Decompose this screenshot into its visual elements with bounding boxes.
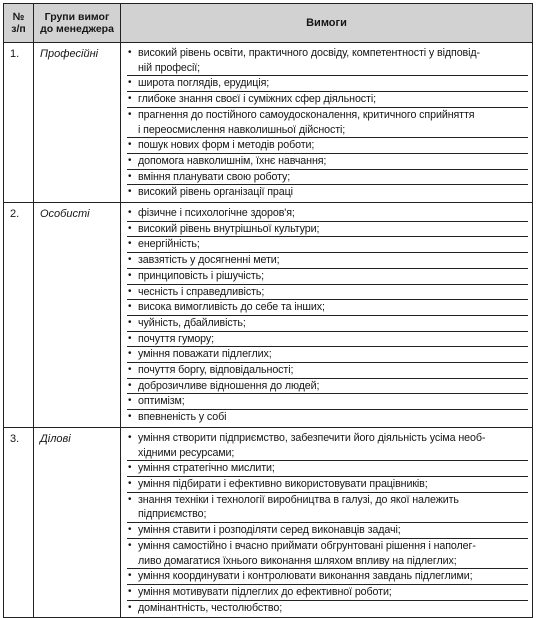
list-item xyxy=(127,600,528,616)
table-header-row xyxy=(4,4,533,43)
row-requirements xyxy=(121,43,533,203)
requirement-text-line: уміння самостійно і вчасно приймати обгрунтовані рішення і наполег- xyxy=(138,539,476,552)
bullet-icon: • xyxy=(128,47,132,58)
list-item xyxy=(127,362,528,378)
list-item xyxy=(127,107,528,137)
header-requirements: Вимоги xyxy=(121,4,533,43)
bullet-icon: • xyxy=(128,285,132,297)
bullet-icon: • xyxy=(128,477,132,489)
list-item xyxy=(127,538,528,568)
bullet-icon: • xyxy=(128,524,132,536)
header-groups-line2: до менеджера xyxy=(40,23,114,35)
requirement-text-line: знання техніки і технології виробництва в галузі, до якої належить xyxy=(138,493,459,506)
bullet-icon: • xyxy=(128,207,132,219)
list-item xyxy=(127,184,528,200)
requirement-text-line: високий рівень внутрішньої культури; xyxy=(138,222,320,235)
bullet-icon: • xyxy=(128,186,132,198)
requirement-text-line: принциповість і рішучість; xyxy=(138,269,264,282)
requirement-text-line: чуйність, дбайливість; xyxy=(138,316,246,329)
requirement-text-line: завзятість у досягненні мети; xyxy=(138,254,280,267)
list-item xyxy=(127,378,528,394)
requirement-text-line: глибоке знання своєї і суміжних сфер діяльності; xyxy=(138,93,376,106)
requirement-text-line: широта поглядів, ерудиція; xyxy=(138,77,270,90)
list-item xyxy=(127,206,528,221)
list-item xyxy=(127,169,528,185)
bullet-icon: • xyxy=(128,570,132,582)
bullet-icon: • xyxy=(128,301,132,313)
bullet-icon: • xyxy=(128,348,132,360)
list-item xyxy=(127,460,528,476)
bullet-icon: • xyxy=(128,77,132,89)
row-number: 1. xyxy=(4,43,34,203)
bullet-icon: • xyxy=(128,539,132,551)
requirement-text-line: ній професії; xyxy=(138,61,200,74)
list-item xyxy=(127,431,528,460)
bullet-icon: • xyxy=(128,316,132,328)
requirement-text-line: хідними ресурсами; xyxy=(138,446,235,459)
list-item xyxy=(127,315,528,331)
list-item xyxy=(127,522,528,538)
bullet-icon: • xyxy=(128,493,132,505)
requirement-text-line: і переосмислення навколишньої дійсності; xyxy=(138,123,346,136)
list-item xyxy=(127,153,528,169)
list-item xyxy=(127,137,528,153)
table-row xyxy=(4,43,533,203)
table-row xyxy=(4,427,533,617)
row-requirements xyxy=(121,427,533,617)
list-item xyxy=(127,91,528,107)
list-item xyxy=(127,221,528,237)
requirement-text-line: енергійність; xyxy=(138,238,200,251)
list-item xyxy=(127,331,528,347)
row-group: Ділові xyxy=(34,427,121,617)
bullet-icon: • xyxy=(128,364,132,376)
requirement-text-line: уміння створити підприємство, забезпечити його діяльність усіма необ- xyxy=(138,431,486,444)
requirement-list xyxy=(127,46,528,200)
header-number-symbol: № xyxy=(12,11,25,23)
table-body xyxy=(4,43,533,618)
bullet-icon: • xyxy=(128,154,132,166)
bullet-icon: • xyxy=(128,222,132,234)
requirement-text-line: уміння поважати підлеглих; xyxy=(138,348,272,361)
bullet-icon: • xyxy=(128,238,132,250)
list-item xyxy=(127,268,528,284)
bullet-icon: • xyxy=(128,431,132,443)
row-number: 3. xyxy=(4,427,34,617)
bullet-icon: • xyxy=(128,395,132,407)
list-item xyxy=(127,299,528,315)
bullet-icon: • xyxy=(128,254,132,266)
requirement-text-line: доброзичливе відношення до людей; xyxy=(138,379,320,392)
header-number-abbrev: з/п xyxy=(11,23,26,35)
requirement-text-line: почуття боргу, відповідальності; xyxy=(138,364,294,377)
bullet-icon: • xyxy=(128,332,132,344)
bullet-icon: • xyxy=(128,108,132,120)
requirement-text-line: впевненість у собі xyxy=(138,411,227,424)
list-item xyxy=(127,46,528,75)
bullet-icon: • xyxy=(128,269,132,281)
bullet-icon: • xyxy=(128,462,132,474)
requirement-text-line: підприємство; xyxy=(138,508,207,521)
requirement-text-line: уміння мотивувати підлеглих до ефективної роботи; xyxy=(138,585,392,598)
requirement-text-line: оптимізм; xyxy=(138,395,185,408)
row-group: Професійні xyxy=(34,43,121,203)
row-requirements xyxy=(121,203,533,428)
requirement-text-line: прагнення до постійного самоудосконалення, критичного сприйняття xyxy=(138,108,475,121)
list-item xyxy=(127,409,528,425)
bullet-icon: • xyxy=(128,170,132,182)
bullet-icon: • xyxy=(128,585,132,597)
requirement-text-line: допомога навколишнім, їхнє навчання; xyxy=(138,154,327,167)
requirement-list xyxy=(127,431,528,615)
table-row xyxy=(4,203,533,428)
bullet-icon: • xyxy=(128,379,132,391)
list-item xyxy=(127,236,528,252)
requirement-text-line: фізичне і психологічне здоров'я; xyxy=(138,207,295,220)
requirement-list xyxy=(127,206,528,425)
list-item xyxy=(127,568,528,584)
bullet-icon: • xyxy=(128,601,132,613)
requirement-text-line: уміння підбирати і ефективно використовувати працівників; xyxy=(138,477,428,490)
row-group: Особисті xyxy=(34,203,121,428)
requirement-text-line: пошук нових форм і методів роботи; xyxy=(138,139,315,152)
list-item xyxy=(127,346,528,362)
row-number: 2. xyxy=(4,203,34,428)
requirement-text-line: високий рівень освіти, практичного досвіду, компетентності у відповід- xyxy=(138,47,480,59)
requirements-table-page xyxy=(3,3,532,614)
requirement-text-line: чесність і справедливість; xyxy=(138,285,265,298)
requirement-text-line: почуття гумору; xyxy=(138,332,215,345)
list-item xyxy=(127,393,528,409)
header-groups xyxy=(34,4,121,43)
list-item xyxy=(127,476,528,492)
requirement-text-line: уміння ставити і розподіляти серед виконавців задачі; xyxy=(138,524,401,537)
requirement-text-line: домінантність, честолюбство; xyxy=(138,601,283,614)
list-item xyxy=(127,584,528,600)
requirement-text-line: вміння планувати свою роботу; xyxy=(138,170,291,183)
bullet-icon: • xyxy=(128,139,132,151)
bullet-icon: • xyxy=(128,411,132,423)
header-number xyxy=(4,4,34,43)
header-groups-line1: Групи вимог xyxy=(44,11,110,23)
list-item xyxy=(127,492,528,522)
list-item xyxy=(127,75,528,91)
requirement-text-line: уміння стратегічно мислити; xyxy=(138,462,275,475)
requirement-text-line: високий рівень організації праці xyxy=(138,186,293,199)
requirement-text-line: ливо домагатися їхнього виконання шляхом впливу на підлеглих; xyxy=(138,554,457,567)
list-item xyxy=(127,284,528,300)
manager-requirements-table xyxy=(3,3,533,618)
bullet-icon: • xyxy=(128,93,132,105)
requirement-text-line: висока вимогливість до себе та інших; xyxy=(138,301,325,314)
requirement-text-line: уміння координувати і контролювати виконання завдань підлеглими; xyxy=(138,570,473,583)
list-item xyxy=(127,252,528,268)
